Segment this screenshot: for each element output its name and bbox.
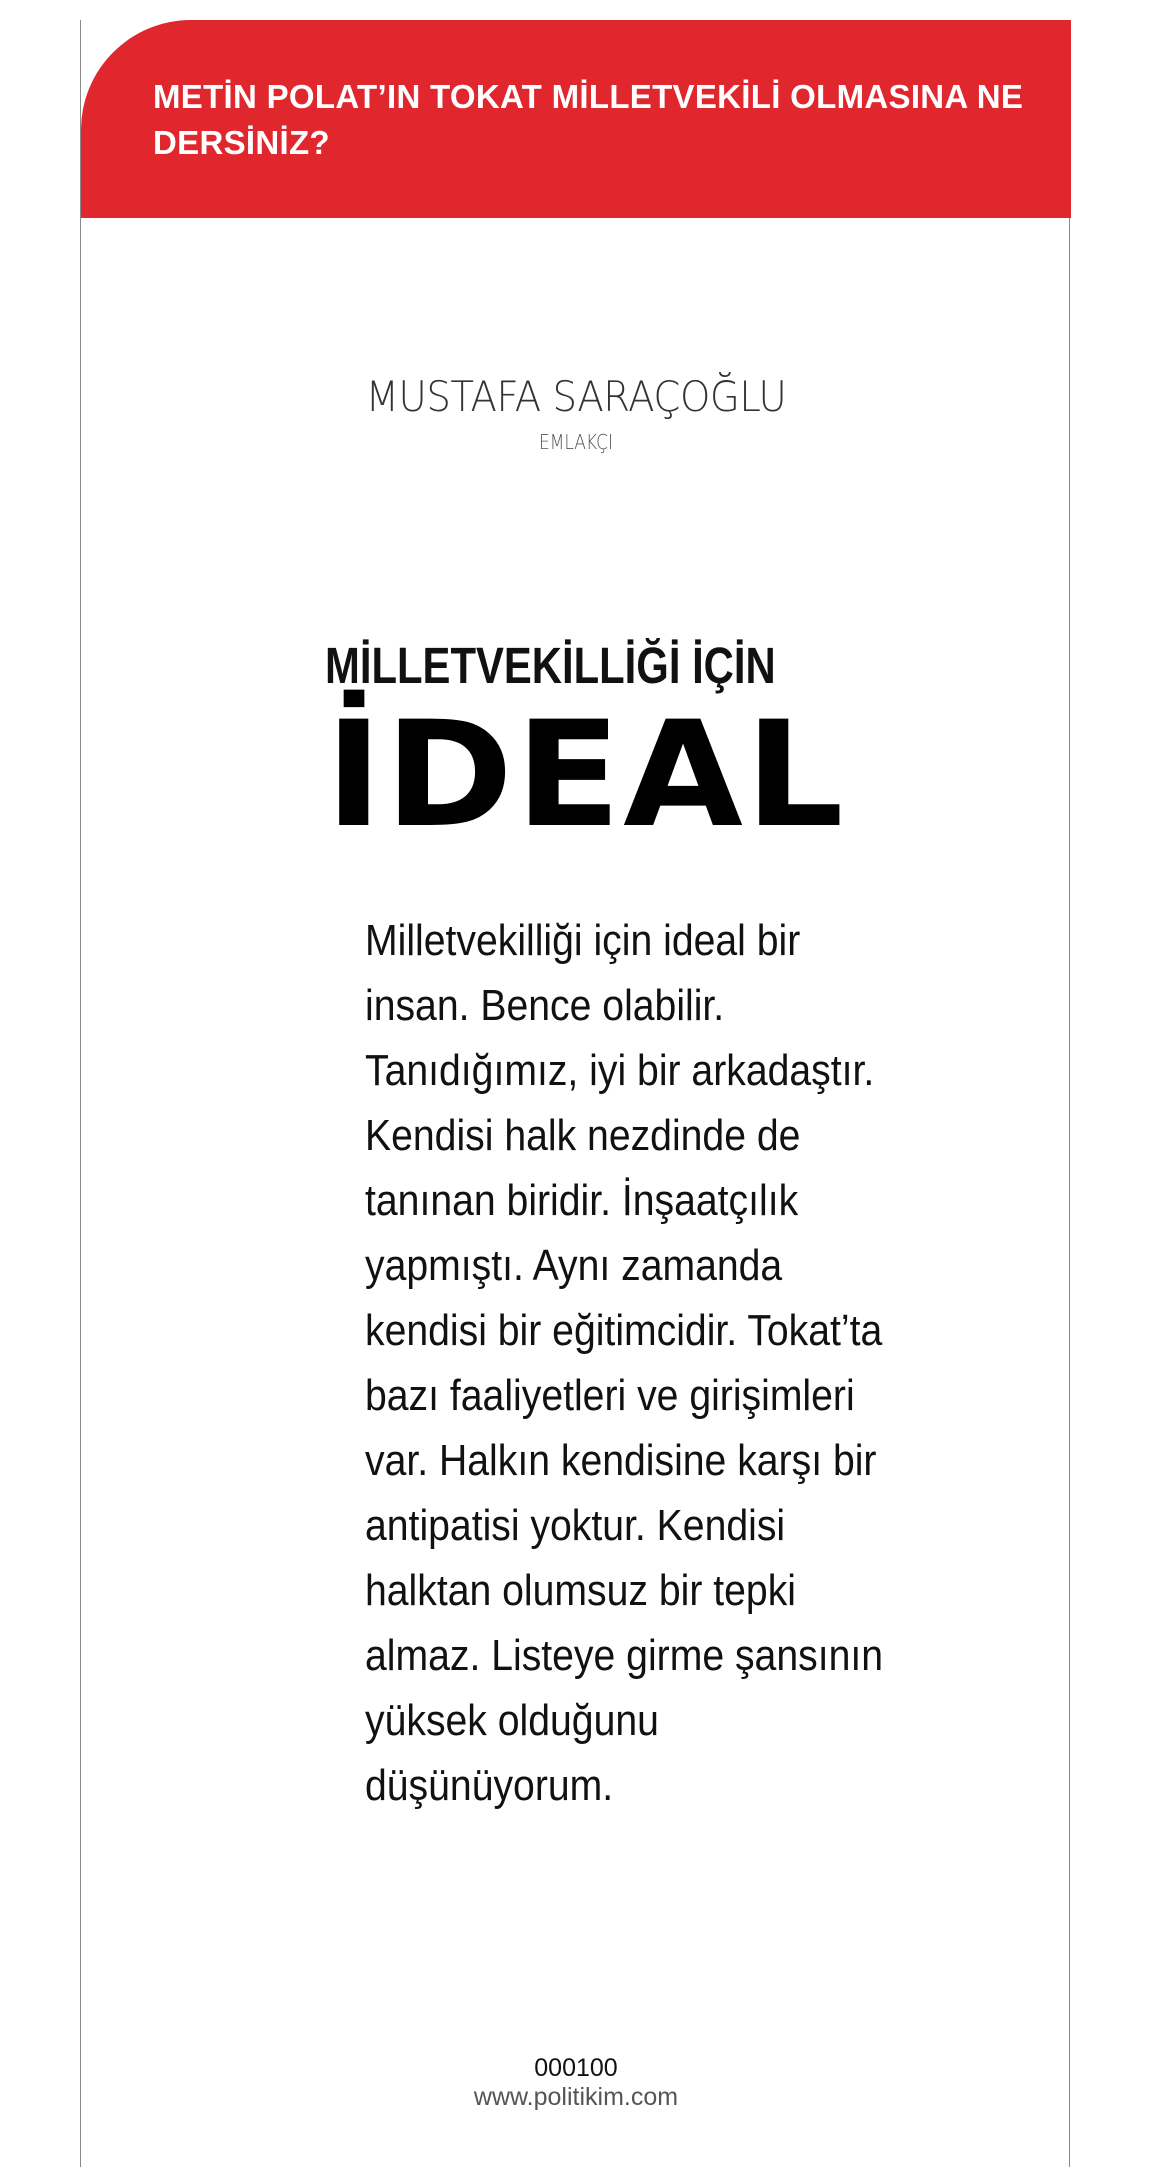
- respondent-occupation: EMLAKÇI: [538, 430, 614, 454]
- website-link[interactable]: www.politikim.com: [473, 2083, 679, 2111]
- survey-question: METİN POLAT’IN TOKAT MİLLETVEKİLİ OLMASINA NE DERSİNİZ?: [153, 78, 1024, 161]
- survey-card: [80, 20, 1070, 2167]
- headline-kicker: MİLLETVEKİLLİĞİ İÇİN: [325, 637, 776, 694]
- page-code: 000100: [534, 2054, 618, 2082]
- respondent-quote: Milletvekilliği için ideal bir insan. Bence olabilir. Tanıdığımız, iyi bir arkadaştır. Kendisi halk nezdinde de tanınan biridir. İnşaatçılık yapmıştı. Aynı zamanda kendisi bir eğitimcidir. Tokat’ta bazı faaliyetleri ve girişimleri var. Halkın kendisine karşı bir antipatisi yoktur. Kendisi halktan olumsuz bir tepki almaz. Listeye girme şansının yüksek olduğunu düşünüyorum.: [365, 916, 884, 1810]
- question-banner: [81, 20, 1071, 218]
- headline-main: İDEAL: [325, 690, 846, 860]
- respondent-name: MUSTAFA SARAÇOĞLU: [365, 372, 787, 421]
